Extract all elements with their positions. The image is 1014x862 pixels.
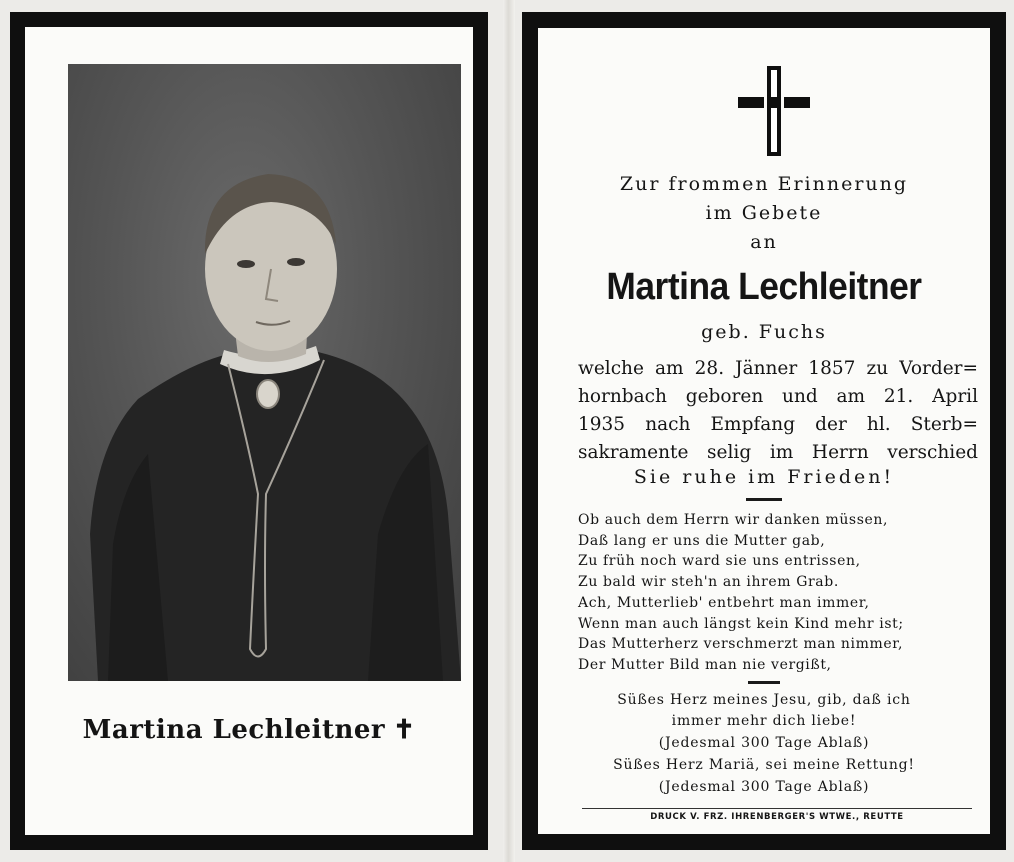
cross-ornament-icon (738, 66, 810, 156)
intro-line-3: an (750, 231, 778, 253)
divider (748, 681, 780, 684)
printer-credit: DRUCK V. FRZ. IHRENBERGER'S WTWE., REUTTE (650, 812, 904, 822)
cross-icon: ✝ (393, 715, 416, 745)
printer-divider (582, 808, 972, 809)
poem-line: Zu früh noch ward sie uns entrissen, (578, 553, 861, 570)
right-card (522, 12, 1006, 850)
intro-line-2: im Gebete (705, 202, 823, 224)
prayer-line: immer mehr dich liebe! (671, 713, 857, 729)
portrait-name-caption (25, 715, 473, 745)
biography-text (578, 355, 978, 467)
indulgence-line: (Jedesmal 300 Tage Ablaß) (658, 735, 870, 751)
intro-line-1: Zur frommen Erinnerung (619, 173, 909, 195)
portrait-name-text: Martina Lechleitner (82, 715, 386, 745)
left-card (10, 12, 488, 850)
divider (746, 498, 782, 501)
maiden-name: geb. Fuchs (701, 321, 827, 343)
prayer-line: Süßes Herz Mariä, sei meine Rettung! (613, 757, 915, 773)
rest-in-peace-line: Sie ruhe im Frieden! (633, 466, 895, 488)
poem-line: Daß lang er uns die Mutter gab, (578, 532, 826, 549)
poem-line: Zu bald wir steh'n an ihrem Grab. (578, 574, 839, 591)
poem-line: Ach, Mutterlieb' entbehrt man immer, (578, 594, 870, 611)
fold-crease (503, 0, 515, 862)
poem-line: Der Mutter Bild man nie vergißt, (578, 656, 832, 673)
poem-line: Ob auch dem Herrn wir danken müssen, (578, 512, 889, 528)
poem-line: Das Mutterherz verschmerzt man nimmer, (578, 636, 904, 653)
bio-line: sakramente selig im Herrn verschied (578, 442, 978, 463)
poem-line: Wenn man auch längst kein Kind mehr ist; (578, 615, 904, 632)
bio-line: hornbach geboren und am 21. April (578, 386, 978, 407)
bio-line: welche am 28. Jänner 1857 zu Vorder= (578, 358, 978, 379)
prayer-line: Süßes Herz meines Jesu, gib, daß ich (617, 692, 911, 708)
portrait-photo (68, 64, 461, 681)
deceased-name-heading: Martina Lechleitner (606, 266, 922, 308)
bio-line: 1935 nach Empfang der hl. Sterb= (578, 414, 978, 435)
portrait-figure (68, 64, 461, 681)
indulgence-line: (Jedesmal 300 Tage Ablaß) (658, 779, 870, 795)
poem (578, 510, 904, 676)
